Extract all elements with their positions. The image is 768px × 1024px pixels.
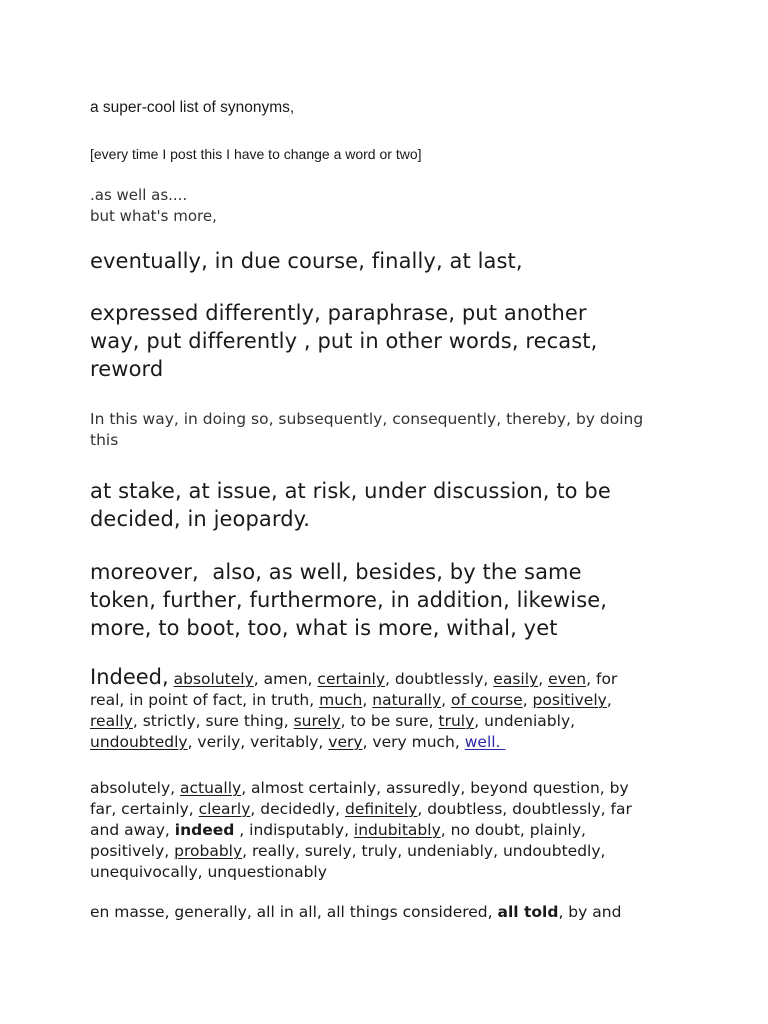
plain-text: , by and: [558, 903, 622, 921]
plain-text: , no doubt, plainly,: [440, 821, 586, 839]
plain-text: and away,: [90, 821, 175, 839]
in-this-way-line-2: this: [90, 431, 119, 449]
in-this-way-group: [90, 409, 643, 451]
absolutely-line-5: unequivocally, unquestionably: [90, 863, 327, 881]
plain-text: , for: [586, 670, 618, 688]
plain-text: , very much,: [362, 733, 465, 751]
synonym-link[interactable]: even: [548, 670, 587, 688]
synonym-link[interactable]: easily: [493, 670, 539, 688]
synonym-link[interactable]: clearly: [198, 800, 251, 818]
eventually-group: eventually, in due course, finally, at last,: [90, 249, 523, 273]
absolutely-group: [90, 778, 690, 883]
indeed-line-4: [90, 732, 690, 753]
synonym-link[interactable]: much: [319, 691, 363, 709]
plain-text: , almost certainly, assuredly, beyond question, by: [241, 779, 629, 797]
at-stake-line-1: at stake, at issue, at risk, under discussion, to be: [90, 479, 611, 503]
synonym-link[interactable]: actually: [179, 779, 242, 797]
at-stake-group: [90, 477, 611, 533]
plain-text: far, certainly,: [90, 800, 199, 818]
synonym-link[interactable]: definitely: [344, 800, 418, 818]
expressed-group: [90, 299, 597, 383]
expressed-line-2: way, put differently , put in other words, recast,: [90, 329, 598, 353]
indeed-group: [90, 667, 690, 753]
moreover-line-3: more, to boot, too, what is more, withal, yet: [90, 616, 558, 640]
indeed-heading: Indeed,: [90, 665, 169, 689]
as-well-as-line: .as well as....: [90, 186, 188, 204]
plain-text: , really, surely, truly, undeniably, undoubtedly,: [242, 842, 606, 860]
whats-more-line: but what's more,: [90, 207, 217, 225]
moreover-line-1: moreover, also, as well, besides, by the same: [90, 560, 582, 584]
author-note: [every time I post this I have to change a word or two]: [90, 146, 422, 162]
indeed-line-1: [90, 667, 690, 690]
plain-text: , decidedly,: [250, 800, 345, 818]
synonym-link[interactable]: undoubtedly: [90, 733, 188, 751]
at-stake-line-2: decided, in jeopardy.: [90, 507, 310, 531]
well-link[interactable]: well.: [464, 733, 506, 751]
synonym-link[interactable]: surely: [293, 712, 341, 730]
plain-text: ,: [441, 691, 451, 709]
synonym-link[interactable]: naturally: [372, 691, 442, 709]
expressed-line-3: reword: [90, 357, 164, 381]
synonym-link[interactable]: indubitably: [353, 821, 441, 839]
bold-word: all told: [497, 903, 559, 921]
page-title: a super-cool list of synonyms,: [90, 99, 295, 116]
plain-text: ,: [606, 691, 612, 709]
plain-text: real, in point of fact, in truth,: [90, 691, 320, 709]
plain-text: ,: [362, 691, 373, 709]
en-masse-group: [90, 902, 690, 923]
intro-phrases: [90, 185, 217, 227]
plain-text: , indisputably,: [234, 821, 354, 839]
plain-text: positively,: [90, 842, 175, 860]
absolutely-line-3: [90, 820, 690, 841]
synonym-link[interactable]: certainly: [317, 670, 386, 688]
plain-text: , to be sure,: [340, 712, 439, 730]
plain-text: , doubtlessly,: [385, 670, 494, 688]
bold-word: indeed: [174, 821, 235, 839]
plain-text: ,: [522, 691, 533, 709]
plain-text: , strictly, sure thing,: [132, 712, 294, 730]
expressed-line-1: expressed differently, paraphrase, put another: [90, 301, 587, 325]
synonym-link[interactable]: probably: [174, 842, 243, 860]
synonym-link[interactable]: truly: [438, 712, 475, 730]
plain-text: , undeniably,: [474, 712, 576, 730]
indeed-line-2: [90, 690, 690, 711]
synonym-link[interactable]: really: [90, 712, 133, 730]
absolutely-line-1: [90, 778, 690, 799]
plain-text: , verily, veritably,: [187, 733, 329, 751]
absolutely-line-4: [90, 841, 690, 862]
plain-text: en masse, generally, all in all, all things considered,: [90, 903, 498, 921]
indeed-line-3: [90, 711, 690, 732]
synonym-link[interactable]: very: [328, 733, 363, 751]
plain-text: , amen,: [253, 670, 318, 688]
moreover-line-2: token, further, furthermore, in addition, likewise,: [90, 588, 608, 612]
synonym-link[interactable]: positively: [532, 691, 607, 709]
plain-text: ,: [538, 670, 549, 688]
in-this-way-line-1: In this way, in doing so, subsequently, consequently, thereby, by doing: [90, 410, 644, 428]
plain-text: absolutely,: [90, 779, 180, 797]
moreover-group: [90, 558, 607, 642]
synonym-link[interactable]: absolutely: [173, 670, 254, 688]
absolutely-line-2: [90, 799, 690, 820]
synonym-link[interactable]: of course: [451, 691, 523, 709]
plain-text: , doubtless, doubtlessly, far: [417, 800, 632, 818]
